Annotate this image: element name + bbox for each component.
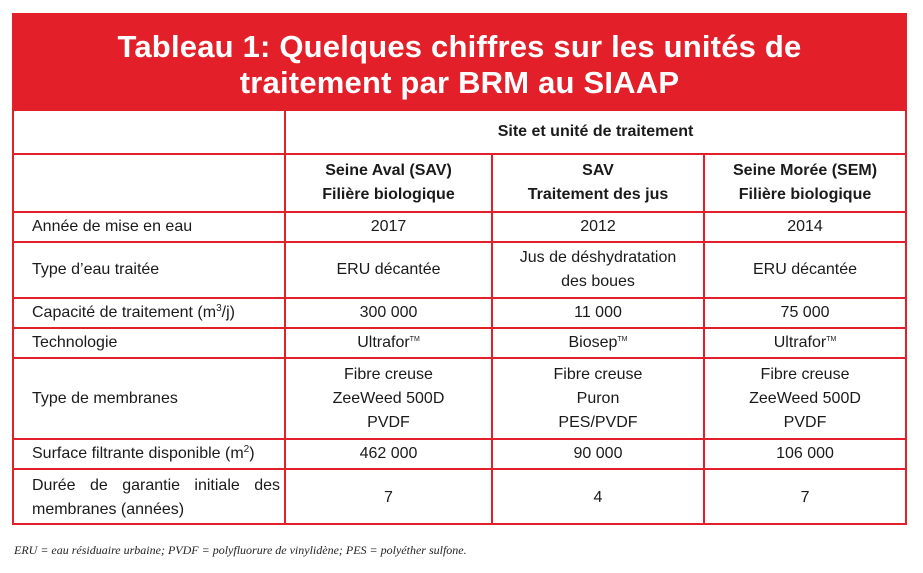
cell-value: 11 000 <box>492 298 704 328</box>
header-group-row <box>14 111 905 154</box>
cell-value-line: Puron <box>576 389 620 407</box>
cell-value <box>492 242 704 298</box>
header-col-sav-jus <box>492 154 704 212</box>
cell-value-line: Fibre creuse <box>344 365 433 383</box>
label-text: /j) <box>221 304 235 321</box>
cell-value <box>704 328 905 358</box>
cell-value-line: Jus de déshydratation <box>519 249 677 266</box>
table-row <box>14 212 905 242</box>
superscript: 3 <box>216 303 222 314</box>
row-label-technologie: Technologie <box>14 328 285 358</box>
cell-value: 90 000 <box>492 439 704 469</box>
data-table <box>14 111 905 525</box>
cell-value: 4 <box>492 469 704 525</box>
cell-value-line: PES/PVDF <box>558 413 638 431</box>
header-col-sav-line2: Filière biologique <box>322 186 455 203</box>
empty-corner-cell <box>14 111 285 154</box>
cell-value: ERU décantée <box>285 242 492 298</box>
cell-value: 106 000 <box>704 439 905 469</box>
cell-value <box>285 328 492 358</box>
trademark-mark: TM <box>409 336 420 343</box>
cell-value <box>492 358 704 439</box>
value-text: Ultrafor <box>773 334 827 351</box>
cell-value: 300 000 <box>285 298 492 328</box>
header-columns-row <box>14 154 905 212</box>
cell-value: 75 000 <box>704 298 905 328</box>
footnote: ERU = eau résiduaire urbaine; PVDF = polyfluorure de vinylidène; PES = polyéther sulfone. <box>14 543 467 557</box>
row-label-annee: Année de mise en eau <box>14 212 285 242</box>
header-col-sav-jus-line1: SAV <box>582 162 614 179</box>
table-row <box>14 439 905 469</box>
label-line: membranes (années) <box>32 500 185 518</box>
header-group-cell: Site et unité de traitement <box>285 111 905 154</box>
cell-value: 462 000 <box>285 439 492 469</box>
table-row <box>14 242 905 298</box>
cell-value-line: des boues <box>561 273 635 290</box>
empty-corner-cell <box>14 154 285 212</box>
trademark-mark: TM <box>617 336 628 343</box>
cell-value: 2017 <box>285 212 492 242</box>
header-col-sem <box>704 154 905 212</box>
cell-value <box>492 328 704 358</box>
cell-value-line: ZeeWeed 500D <box>332 389 445 407</box>
table-row <box>14 358 905 439</box>
label-line: Durée de garantie initiale des <box>32 476 280 494</box>
header-col-sem-line1: Seine Morée (SEM) <box>733 162 878 179</box>
label-text: ) <box>249 445 255 462</box>
table-row <box>14 328 905 358</box>
title-line-1: Tableau 1: Quelques chiffres sur les unités de <box>117 29 802 64</box>
header-col-sav-jus-line2: Traitement des jus <box>527 186 669 203</box>
row-label-type-eau: Type d’eau traitée <box>14 242 285 298</box>
cell-value: ERU décantée <box>704 242 905 298</box>
cell-value: 7 <box>704 469 905 525</box>
row-label-capacite <box>14 298 285 328</box>
cell-value-line: Fibre creuse <box>553 365 643 383</box>
cell-value-line: PVDF <box>783 413 827 431</box>
cell-value-line: ZeeWeed 500D <box>749 389 861 407</box>
cell-value-line: PVDF <box>367 413 410 431</box>
cell-value <box>285 358 492 439</box>
table-title <box>14 15 905 111</box>
superscript: 2 <box>243 444 250 455</box>
cell-value: 2014 <box>704 212 905 242</box>
label-text: Surface filtrante disponible (m <box>32 445 244 462</box>
value-text: Biosep <box>568 334 618 351</box>
label-text: Capacité de traitement (m <box>32 304 217 321</box>
table-frame <box>12 13 907 525</box>
trademark-mark: TM <box>826 336 837 343</box>
header-col-sem-line2: Filière biologique <box>738 186 872 203</box>
cell-value <box>704 358 905 439</box>
row-label-garantie <box>14 469 285 525</box>
header-col-sav <box>285 154 492 212</box>
row-label-membranes: Type de membranes <box>14 358 285 439</box>
cell-value: 2012 <box>492 212 704 242</box>
row-label-surface <box>14 439 285 469</box>
title-line-2: traitement par BRM au SIAAP <box>239 65 680 100</box>
value-text: Ultrafor <box>357 334 410 351</box>
cell-value-line: Fibre creuse <box>760 365 850 383</box>
table-row <box>14 298 905 328</box>
table-row <box>14 469 905 525</box>
cell-value: 7 <box>285 469 492 525</box>
header-col-sav-line1: Seine Aval (SAV) <box>325 162 452 179</box>
